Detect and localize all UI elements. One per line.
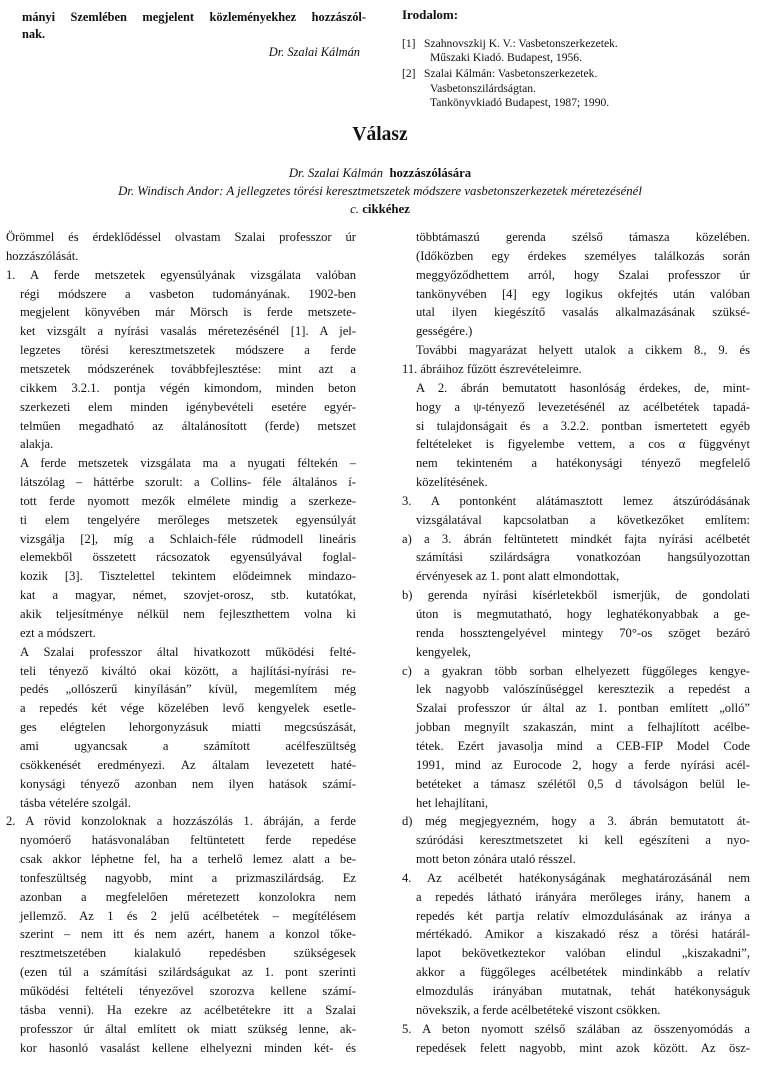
text-line: közelítésének.: [416, 475, 488, 490]
text-line: repedés két partja relatív elmozdulásának az iránya a: [416, 908, 750, 923]
text-line: szúródási keresztmetszetet ki kell egészíteni a nyo-: [416, 833, 750, 848]
reference-line: Vasbetonszilárdságtan.: [430, 81, 536, 95]
text-line: telműen megadható az általánosított (ferde) metszet: [20, 418, 356, 433]
text-line: pedés „ollószerű kinyílásán” kívül, megemlítem még: [20, 682, 356, 697]
reply-line-3: [0, 202, 760, 217]
text-line: alakja.: [20, 437, 54, 452]
text-line: 5. A beton nyomott szélső szálában az összenyomódás a: [402, 1021, 750, 1036]
text-line: csökkenését eredményezi. Az általam levezetett haté-: [20, 757, 356, 772]
text-line: tonfeszültség nagyobb, mint a prizmaszilárdság. Ez: [20, 870, 356, 885]
text-line: a repedés két vége közelében levő kengyelek esetle-: [20, 701, 356, 716]
text-line: megjelent könyvében már Mörsch is ferde metszete-: [20, 305, 356, 320]
text-line: 11. ábráihoz fűzött észrevételeimre.: [402, 361, 582, 376]
reference-line: Műszaki Kiadó. Budapest, 1956.: [430, 51, 582, 65]
text-line: teli tényező kiváltó okai között, a hajlítási-nyírási re-: [20, 663, 356, 678]
text-line: többtámaszú gerenda szélső támasza közelében.: [416, 230, 750, 244]
text-line: 3. A pontonként alátámasztott lemez átszúródásának: [402, 493, 750, 508]
text-line: ami ugyancsak a számított acélfeszültség: [20, 738, 356, 753]
text-line: régi módszere a vasbeton tudományának. 1902-ben: [20, 286, 356, 301]
text-line: nem tekinteném a hatékonysági tényező megfelelő: [416, 456, 750, 471]
text-line: tásba venni). Ha ezekre az acélbetétekre itt a Szalai: [20, 1002, 356, 1017]
text-line: renda hossztengelyével mintegy 70°-os szöget bezáró: [416, 625, 750, 640]
text-line: betéteket a támasz szélétől 0,5 d távolságon belül le-: [416, 776, 750, 791]
reply-line-1: [0, 166, 760, 181]
text-line: hozzászólását.: [6, 248, 79, 263]
referenced-article: Dr. Windisch Andor: A jellegzetes törési keresztmetszetek módszere vasbetonszerkezetek méretezésénél: [118, 184, 642, 198]
reply-author: Dr. Szalai Kálmán: [288, 166, 384, 180]
text-line: A Szalai professzor által hivatkozott működési felté-: [20, 644, 356, 659]
text-line: a repedés látható irányára merőleges irány, hanem a: [416, 889, 750, 904]
text-line: csak akkor léphetne fel, ha a terhelő lemez alatt a be-: [20, 852, 356, 867]
text-line: azonban a megfelelően méretezett konzolokra nem: [20, 889, 356, 904]
text-line: elmozdulás irányában mutatnak, tehát hatékonyságuk: [416, 984, 750, 998]
text-line: mott beton zónára utaló résszel.: [416, 852, 576, 867]
text-line: lapot bekövetkeztekor valóban elindul „kiszakadni”,: [416, 946, 750, 961]
reference-number: [1]: [402, 37, 416, 50]
text-line: jellemző. Az 1 és 2 jelű acélbetétek – megítélésem: [20, 908, 356, 923]
literature-heading: Irodalom:: [402, 7, 459, 22]
text-line: cikkem 3.2.1. pontja végén kimondom, minden beton: [20, 380, 356, 395]
text-line: tásba vételére szolgál.: [20, 795, 131, 810]
text-line: konysági tényező azonban nem ilyen hatások számí-: [20, 776, 356, 791]
text-line: akik teljesítménye nélkül nem fejleszthettem volna ki: [20, 607, 356, 621]
text-line: utal ilyen kiegészítő vasalás alkalmazásának szüksé-: [416, 305, 750, 320]
reply-line-3-italic: c.: [350, 202, 360, 216]
text-line: ges elégtelen lehorgonyzásuk miatti megcsúszását,: [20, 720, 356, 735]
text-line: kengyelek,: [416, 644, 471, 659]
reference-line: Tankönyvkiadó Budapest, 1987; 1990.: [430, 96, 610, 110]
text-line: c) a gyakran több sorban elhelyezett függőleges kengye-: [402, 663, 750, 678]
text-line: repedések felett nagyobb, mint azok között. Az ösz-: [416, 1040, 750, 1055]
reply-line-2: [0, 184, 760, 199]
text-line: elemekből összetett rácsozatok egyensúlyával foglal-: [20, 550, 356, 565]
text-line: (ezen túl a számítási szilárdságukat az 1. pont szerinti: [20, 965, 356, 980]
text-line: professzor úr által említett ok miatt szükség lenne, ak-: [20, 1021, 356, 1036]
text-line: gességére.): [416, 324, 473, 339]
text-line: A 2. ábrán bemutatott hasonlóság érdekes, de, mint-: [416, 380, 750, 395]
text-line: úton is megmutatható, hogy leghatékonyabbak a ge-: [416, 607, 750, 621]
text-line: akkor a függőleges acélbetétek mindinkább a relatív: [416, 965, 750, 980]
text-line: nak.: [22, 27, 46, 41]
text-line: lek nagyobb valószínűséggel keresztezik a repedést a: [416, 682, 750, 697]
text-line: tankönyvében [4] egy logikus okfejtés után valóban: [416, 286, 750, 301]
text-line: ti elem tengelyére merőleges metszetek egyensúlyát: [20, 512, 356, 527]
text-line: szerkezeti elem minden igénybevételi esetére egyér-: [20, 399, 356, 414]
text-line: tétek. Ezért javasolja mind a CEB-FIP Model Code: [416, 738, 750, 753]
text-line: kor hasonló vasalást kellene elhelyezni minden két- és: [20, 1040, 356, 1055]
text-line: vizsgálatával kapcsolatban a következőket említem:: [416, 512, 750, 527]
text-line: feltételeket is figyelembe vettem, a cos α függvényt: [416, 437, 750, 452]
reply-line-3-rest: cikkéhez: [362, 202, 410, 216]
text-line: (Időközben egy érdekes személyes találkozás során: [416, 248, 750, 263]
text-line: tott ferde nyomott mezők elmélete mindig a szerkeze-: [20, 493, 356, 508]
text-line: számítási szilárdságra vonatkozóan hangsúlyozottan: [416, 550, 750, 565]
text-line: ezt a módszert.: [20, 625, 96, 640]
text-line: kat a magyar, német, szovjet-orosz, stb. kutatókat,: [20, 588, 356, 603]
reference-line: Szahnovszkij K. V.: Vasbetonszerkezetek.: [424, 37, 618, 50]
text-line: 1. A ferde metszetek egyensúlyának vizsgálata valóban: [6, 267, 356, 282]
text-line: b) gerenda nyírási kísérletekből ismerjük, de gondolati: [402, 588, 750, 603]
text-line: látszólag – háttérbe szorult: a Collins- féle általános í-: [20, 475, 356, 490]
text-line: 2. A rövid konzoloknak a hozzászólás 1. ábráján, a ferde: [6, 814, 356, 829]
text-line: resztmetszetében kialakuló repedésben szükségesek: [20, 946, 356, 961]
text-line: metszetek módszerének továbbfejlesztése: mint azt a: [20, 361, 356, 376]
reference-number: [2]: [402, 67, 416, 81]
text-line: si tulajdonságait és a 3.2.2. pontban ismertetett egyéb: [416, 418, 750, 433]
text-line: vizsgálja [2], míg a Schlaich-féle rúdmodell lineáris: [20, 531, 356, 546]
text-line: A ferde metszetek vizsgálata ma a nyugati féltekén –: [20, 456, 356, 471]
text-line: jobban megnyílt szakaszán, mint a felhajlított acélbe-: [416, 720, 750, 735]
text-line: működési feltételi tényezővel szorozva kellene számí-: [20, 984, 356, 998]
text-line: 1991, mind az Eurocode 2, hogy a ferde nyírási acél-: [416, 757, 750, 772]
text-line: legzetes törési keresztmetszetek módszere a ferde: [20, 343, 356, 358]
text-line: hogy a ψ-tényező levezetésénél az acélbetétek tapadá-: [416, 399, 750, 414]
text-line: érvényesek az 1. pont alatt elmondottak,: [416, 569, 620, 584]
text-line: nyomóerő hatásvonalában feltüntetett ferde repedése: [20, 833, 356, 848]
text-line: mértékadó. Amikor a kiszakadó rész a törési határál-: [416, 927, 750, 942]
text-line: 4. Az acélbetét hatékonyságának meghatározásánál nem: [402, 870, 750, 885]
signature: Dr. Szalai Kálmán: [268, 45, 360, 59]
text-line: ket vizsgált a nyírási vasalás méretezésénél [1]. A jel-: [20, 324, 356, 339]
text-line: het lehajlítani,: [416, 795, 489, 810]
reply-title: Válasz: [352, 124, 408, 145]
text-line: d) még megjegyezném, hogy a 3. ábrán bemutatott át-: [402, 814, 750, 829]
text-line: További magyarázat helyett utalok a cikkem 8., 9. és: [416, 343, 750, 358]
text-line: Szalai professzor úr által az 1. pontban említett „olló”: [416, 701, 750, 716]
reply-subject: hozzászólására: [389, 166, 472, 180]
text-line: Örömmel és érdeklődéssel olvastam Szalai professzor úr: [6, 230, 356, 244]
text-line: mányi Szemlében megjelent közleményekhez hozzászól-: [22, 10, 366, 24]
text-line: növekszik, a ferde acélbetéteké viszont csökken.: [416, 1002, 661, 1017]
reference-line: Szalai Kálmán: Vasbetonszerkezetek.: [424, 67, 598, 81]
text-line: szerint – nem itt és nem azért, hanem a konzol tőke-: [20, 927, 356, 942]
text-line: a) a 3. ábrán feltüntetett mindkét fajta nyírási acélbetét: [402, 531, 750, 546]
text-line: kozik [3]. Tisztelettel tekintem elődeimnek mindazo-: [20, 569, 356, 584]
text-line: meggyőződhettem arról, hogy Szalai professzor úr: [416, 267, 750, 282]
